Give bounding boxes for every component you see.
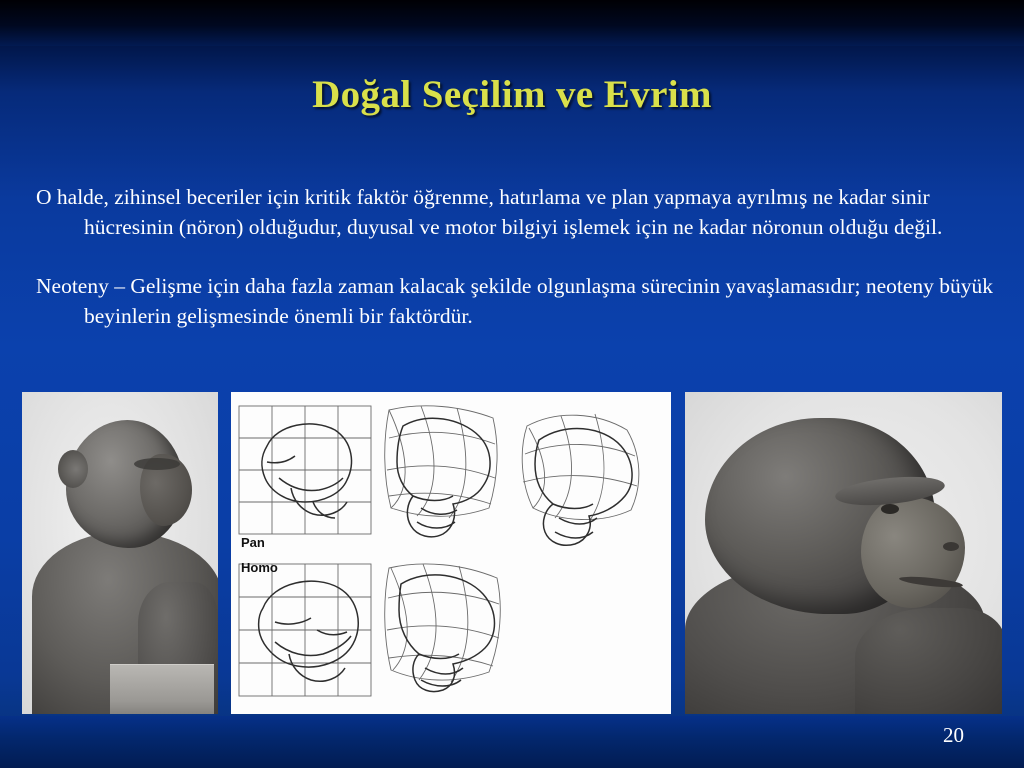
- infant-chimp-platform: [110, 664, 214, 714]
- page-title: Doğal Seçilim ve Evrim: [312, 73, 712, 116]
- skull-diagram-canvas: [231, 392, 671, 714]
- adult-chimp-nostril: [943, 542, 959, 551]
- body-paragraph-1: O halde, zihinsel beceriler için kritik faktör öğrenme, hatırlama ve plan yapmaya ayrılmış ne kadar sinir hücresinin (nöron) olduğudur, duyusal ve motor bilgiyi işlemek için ne kadar nöronun olduğu değil.: [36, 185, 943, 239]
- slide-top-band: [0, 0, 1024, 46]
- figure-adult-chimp: [685, 392, 1002, 714]
- slide-body: [36, 182, 996, 331]
- label-pan: Pan: [241, 535, 265, 550]
- figure-skull-diagram: [231, 392, 671, 714]
- slide-bottom-band: [0, 716, 1024, 768]
- infant-chimp-brow: [134, 458, 180, 470]
- body-paragraph-2: Neoteny – Gelişme için daha fazla zaman kalacak şekilde olgunlaşma sürecinin yavaşlamasıdır; neoteny büyük beyinlerin gelişmesinde önemli bir faktördür.: [36, 274, 994, 328]
- label-homo: Homo: [241, 560, 278, 575]
- adult-chimp-shoulder: [855, 608, 1002, 714]
- skull-diagram-svg: [231, 392, 671, 714]
- infant-chimp-ear: [58, 450, 88, 488]
- page-number: 20: [943, 723, 964, 747]
- figure-row: [22, 392, 1002, 714]
- adult-chimp-eye: [881, 504, 899, 514]
- figure-infant-chimp: [22, 392, 218, 714]
